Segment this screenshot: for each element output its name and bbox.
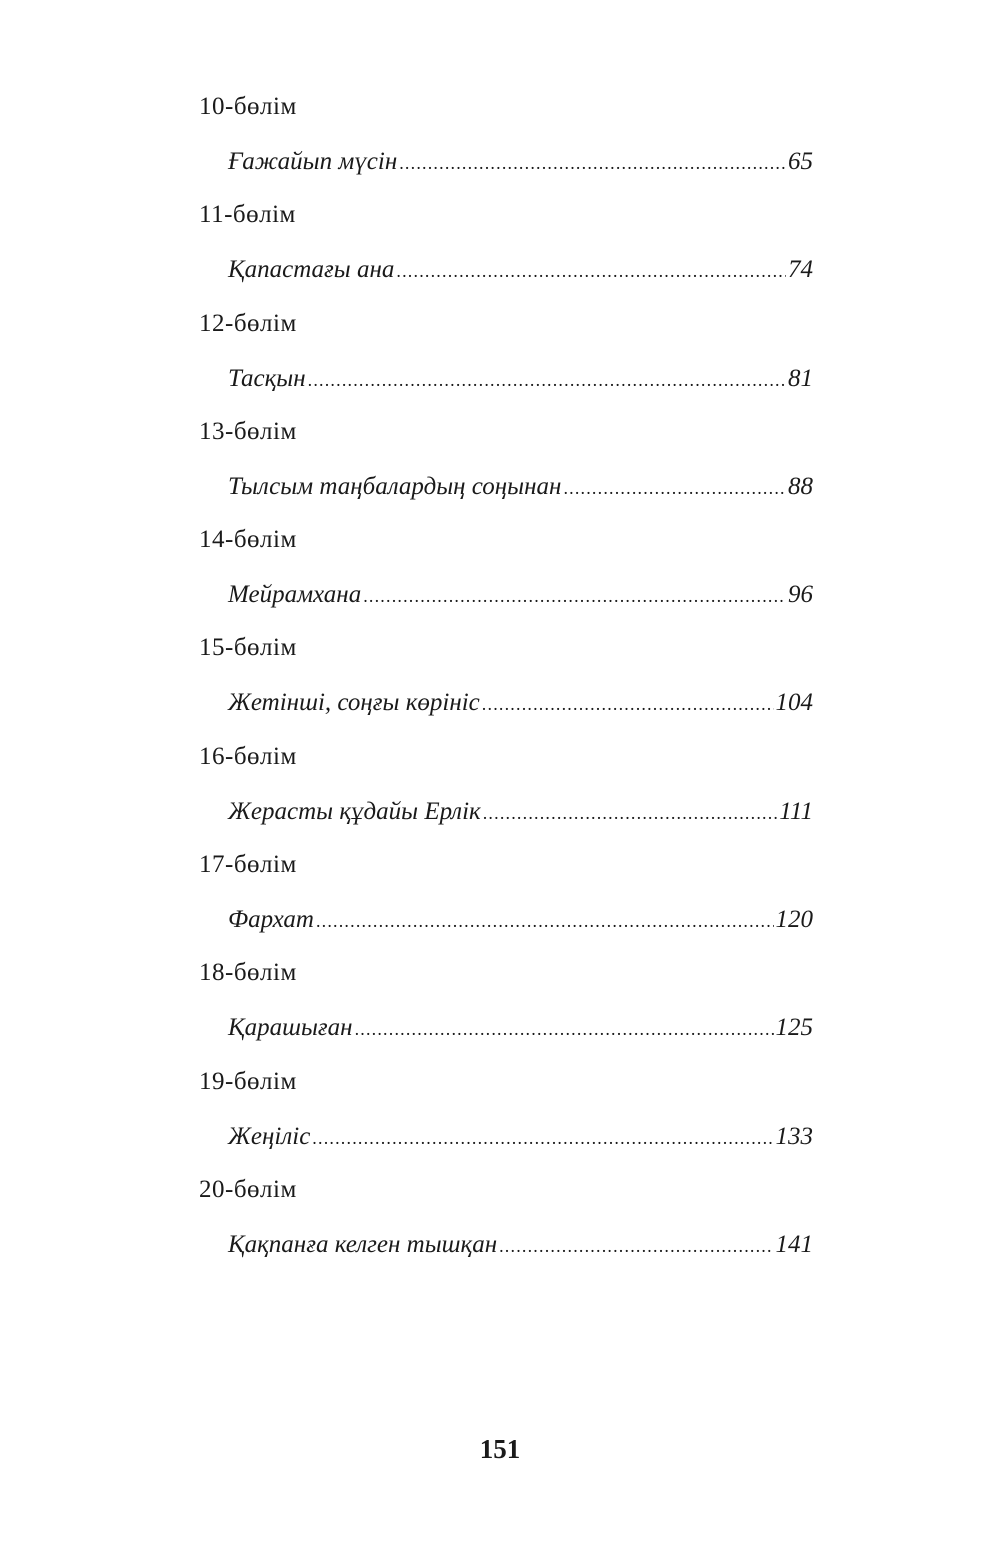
chapter-title: Тылсым таңбалардың соңынан [228, 473, 562, 500]
chapter-title: Жерасты құдайы Ерлік [228, 798, 481, 825]
chapter-title: Жетінші, соңғы көрініс [228, 689, 480, 716]
chapter-title: Мейрамхана [228, 581, 362, 608]
page-number: 96 [788, 581, 813, 608]
toc-line[interactable] [228, 363, 813, 395]
toc-line[interactable] [228, 796, 813, 828]
dot-leader [483, 797, 777, 829]
page-number: 141 [775, 1231, 813, 1258]
toc-entry [0, 417, 1000, 517]
part-label: 17-бөлім [199, 851, 297, 878]
dot-leader [312, 1122, 773, 1154]
toc-entry [0, 92, 1000, 192]
page-number: 133 [775, 1123, 813, 1150]
toc-line[interactable] [228, 146, 813, 178]
toc-line[interactable] [228, 687, 813, 719]
dot-leader [563, 472, 786, 504]
toc-entry [0, 742, 1000, 842]
toc-line[interactable] [228, 904, 813, 936]
part-label: 18-бөлім [199, 959, 297, 986]
page-number: 120 [775, 906, 813, 933]
chapter-title: Жеңіліс [228, 1123, 311, 1150]
page-number: 81 [788, 365, 813, 392]
chapter-title: Фархат [228, 906, 314, 933]
toc-entry [0, 200, 1000, 300]
chapter-title: Тасқын [228, 365, 306, 392]
toc-entry [0, 525, 1000, 625]
dot-leader [363, 580, 786, 612]
page-number: 74 [788, 256, 813, 283]
page-number: 104 [775, 689, 813, 716]
toc-entry [0, 309, 1000, 409]
toc-line[interactable] [228, 1121, 813, 1153]
page-number: 111 [779, 798, 813, 825]
part-label: 19-бөлім [199, 1068, 297, 1095]
part-label: 16-бөлім [199, 743, 297, 770]
dot-leader [396, 255, 786, 287]
part-label: 10-бөлім [199, 93, 297, 120]
page-number-footer: 151 [479, 1434, 521, 1464]
dot-leader [355, 1013, 774, 1045]
part-label: 13-бөлім [199, 418, 297, 445]
dot-leader [482, 688, 774, 720]
toc-entry [0, 1067, 1000, 1167]
toc-line[interactable] [228, 1229, 813, 1261]
dot-leader [316, 905, 774, 937]
chapter-title: Қақпанға келген тышқан [228, 1231, 498, 1258]
toc-entry [0, 958, 1000, 1058]
toc-entry [0, 633, 1000, 733]
page-number: 88 [788, 473, 813, 500]
chapter-title: Қапастағы ана [228, 256, 395, 283]
toc-line[interactable] [228, 254, 813, 286]
page-number: 65 [788, 148, 813, 175]
part-label: 20-бөлім [199, 1176, 297, 1203]
toc-line[interactable] [228, 1012, 813, 1044]
toc-entry [0, 850, 1000, 950]
part-label: 12-бөлім [199, 310, 297, 337]
chapter-title: Ғажайып мүсін [228, 148, 398, 175]
toc-line[interactable] [228, 579, 813, 611]
chapter-title: Қарашыған [228, 1014, 353, 1041]
toc-entry [0, 1175, 1000, 1275]
part-label: 11-бөлім [199, 201, 296, 228]
dot-leader [399, 147, 786, 179]
page-number: 125 [775, 1014, 813, 1041]
part-label: 14-бөлім [199, 526, 297, 553]
toc-line[interactable] [228, 471, 813, 503]
part-label: 15-бөлім [199, 634, 297, 661]
dot-leader [499, 1230, 773, 1262]
dot-leader [308, 364, 786, 396]
